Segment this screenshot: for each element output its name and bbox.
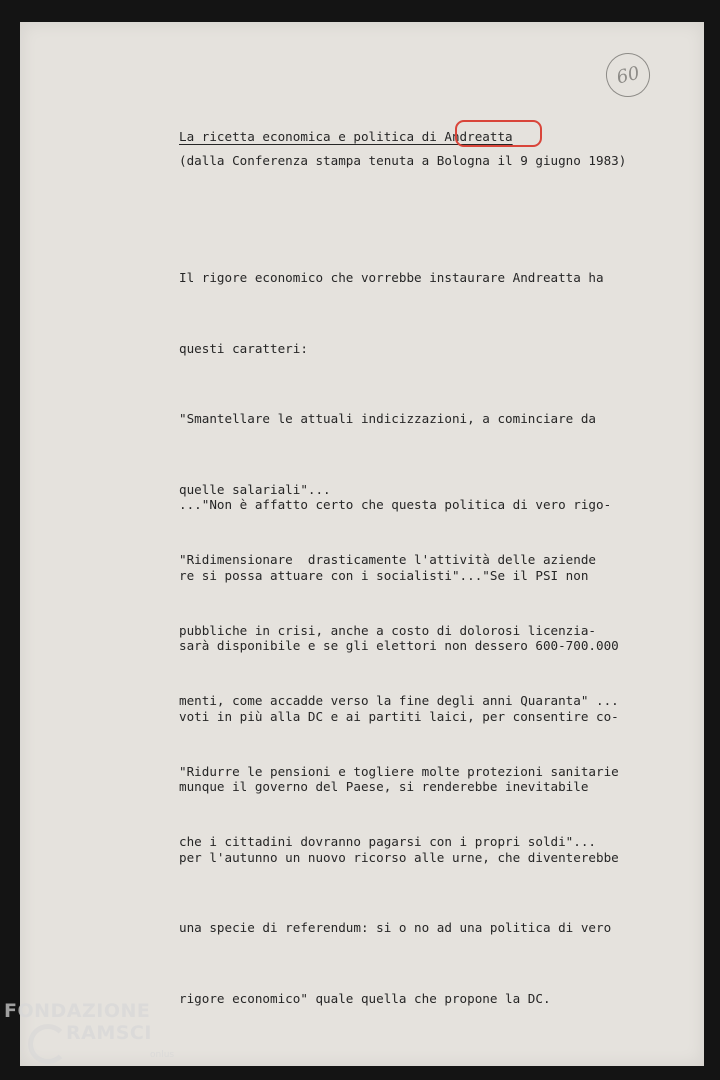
text-line: munque il governo del Paese, si renderebbe inevitabile <box>179 779 589 794</box>
text-line: Il rigore economico che vorrebbe instaurare Andreatta ha <box>179 270 604 285</box>
text-line: rigore economico" quale quella che propone la DC. <box>179 990 551 1006</box>
text-line: "Ridimensionare drasticamente l'attività delle aziende <box>179 552 597 567</box>
watermark-line-3: onlus <box>150 1050 175 1060</box>
text-line: pubbliche in crisi, anche a costo di dolorosi licenzia- <box>179 622 597 638</box>
watermark-line-2: RAMSCI <box>66 1022 152 1044</box>
watermark-line-1: FONDAZIONE <box>4 1000 151 1022</box>
text-line: "Ridurre le pensioni e togliere molte protezioni sanitarie <box>179 763 619 779</box>
paragraph-2 <box>179 446 619 1034</box>
text-line: "Smantellare le attuali indicizzazioni, a cominciare da <box>179 411 597 426</box>
fondazione-gramsci-watermark-logo <box>4 1000 184 1070</box>
text-line: sarà disponibile e se gli elettori non dessero 600-700.000 <box>179 638 619 653</box>
text-line: menti, come accadde verso la fine degli anni Quaranta" ... <box>179 693 619 708</box>
document-subtitle: (dalla Conferenza stampa tenuta a Bologna il 9 giugno 1983) <box>179 153 627 168</box>
text-line: quelle salariali"... <box>179 481 331 497</box>
text-line: re si possa attuare con i socialisti"..."Se il PSI non <box>179 567 589 583</box>
text-line: una specie di referendum: si o no ad una politica di vero <box>179 920 612 935</box>
document-title: La ricetta economica e politica di Andreatta <box>179 129 513 144</box>
red-highlight-circle <box>455 120 542 147</box>
text-line: che i cittadini dovranno pagarsi con i propri soldi"... <box>179 834 597 849</box>
g-logo-icon <box>28 1024 68 1064</box>
text-line: questi caratteri: <box>179 340 308 356</box>
text-line: per l'autunno un nuovo ricorso alle urne, che diventerebbe <box>179 849 619 865</box>
text-line: voti in più alla DC e ai partiti laici, per consentire co- <box>179 708 619 724</box>
text-line: ..."Non è affatto certo che questa politica di vero rigo- <box>179 497 612 512</box>
page-number-stamp: 60 <box>601 48 654 101</box>
